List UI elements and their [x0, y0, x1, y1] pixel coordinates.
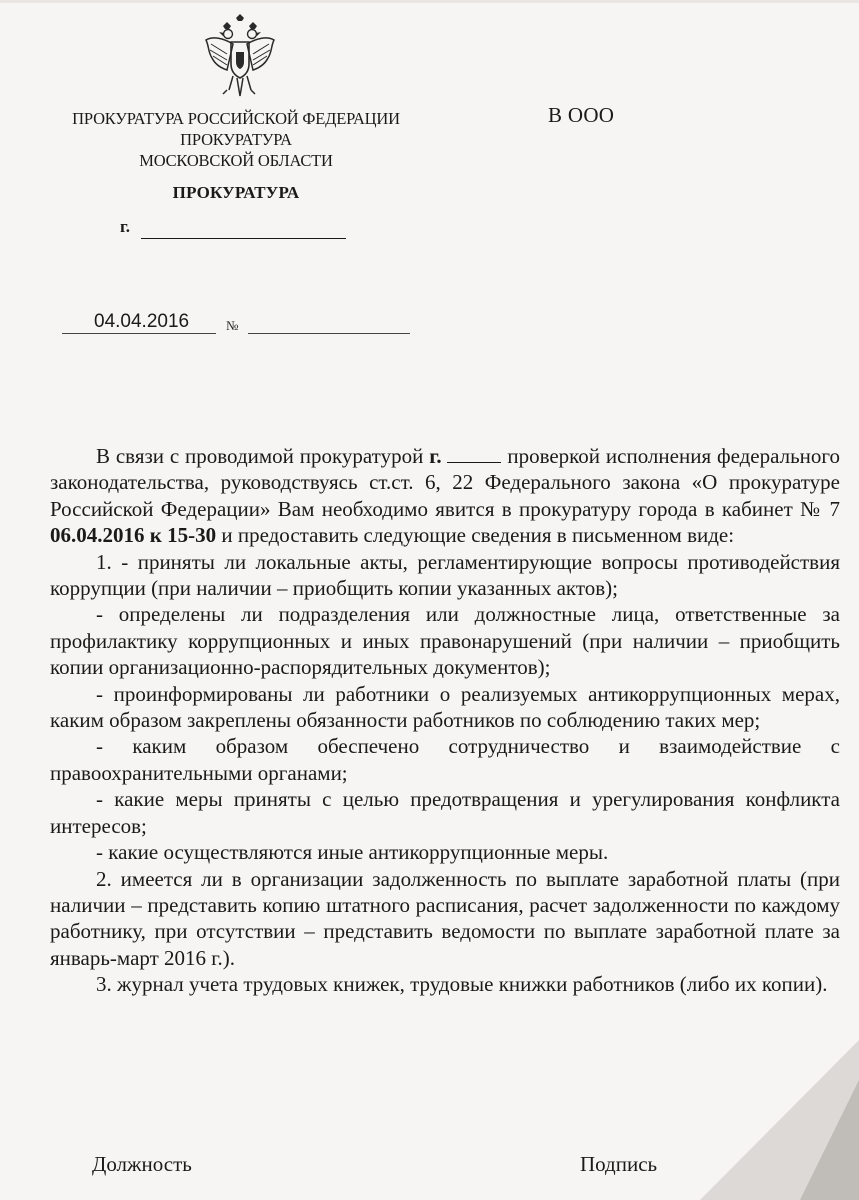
list-item: - определены ли подразделения или должностные лица, ответственные за профилактику коррупционных и иных правонарушений (при наличии – приобщить копии организационно-распорядительных документов);	[50, 602, 840, 680]
document-date: 04.04.2016	[94, 311, 190, 332]
intro-city-abbr: г.	[429, 444, 442, 468]
list-item: 3. журнал учета трудовых книжек, трудовые книжки работников (либо их копии).	[96, 972, 828, 997]
agency-line-3: МОСКОВСКОЙ ОБЛАСТИ	[139, 151, 333, 170]
agency-subtitle: ПРОКУРАТУРА	[172, 183, 300, 202]
intro-text-3: и предоставить следующие сведения в письменном виде:	[216, 523, 735, 548]
list-item: - проинформированы ли работники о реализуемых антикоррупционных мерах, каким образом закреплены обязанности работников по соблюдению таких мер;	[50, 681, 840, 733]
agency-name	[50, 108, 422, 171]
recipient: В ООО	[548, 103, 615, 127]
list-item: - какие меры приняты с целью предотвращения и урегулирования конфликта интересов;	[50, 787, 840, 838]
intro-text-2: проверкой исполнения федерального законодательства, руководствуясь ст.ст. 6, 22 Федерального закона «О прокуратуре Российской Федерации» Вам необходимо явится в прокуратуру города в кабинет № 7	[50, 444, 841, 521]
intro-paragraph	[50, 443, 840, 549]
position-label: Должность	[92, 1152, 192, 1176]
letter-body	[50, 443, 840, 998]
signature-label: Подпись	[580, 1152, 658, 1176]
list-item: - какие осуществляются иные антикоррупционные меры.	[96, 840, 609, 865]
date-underline	[62, 333, 216, 334]
city-blank-line	[141, 238, 346, 239]
city-name-blank	[447, 446, 501, 463]
list-item: - каким образом обеспечено сотрудничество и взаимодействие с правоохранительными органами;	[50, 734, 840, 785]
list-item: 2. имеется ли в организации задолженность по выплате заработной платы (при наличии – представить копию штатного расписания, расчет задолженности по каждому работнику, при отсутствии – представить ведомости по выплате заработной плате за январь-март 2016 г.).	[50, 866, 840, 970]
city-prefix: г.	[120, 217, 131, 236]
number-label: №	[226, 318, 239, 333]
intro-text-1: В связи с проводимой прокуратурой	[96, 444, 430, 468]
appointment-datetime: 06.04.2016 к 15-30	[50, 523, 217, 548]
agency-line-2: ПРОКУРАТУРА	[180, 130, 292, 149]
agency-line-1: ПРОКУРАТУРА РОССИЙСКОЙ ФЕДЕРАЦИИ	[72, 109, 400, 128]
list-item: 1. - приняты ли локальные акты, регламентирующие вопросы противодействия коррупции (при наличии – приобщить копии указанных актов);	[50, 549, 840, 601]
coat-of-arms-emblem	[203, 14, 277, 100]
number-blank-line	[248, 333, 410, 334]
